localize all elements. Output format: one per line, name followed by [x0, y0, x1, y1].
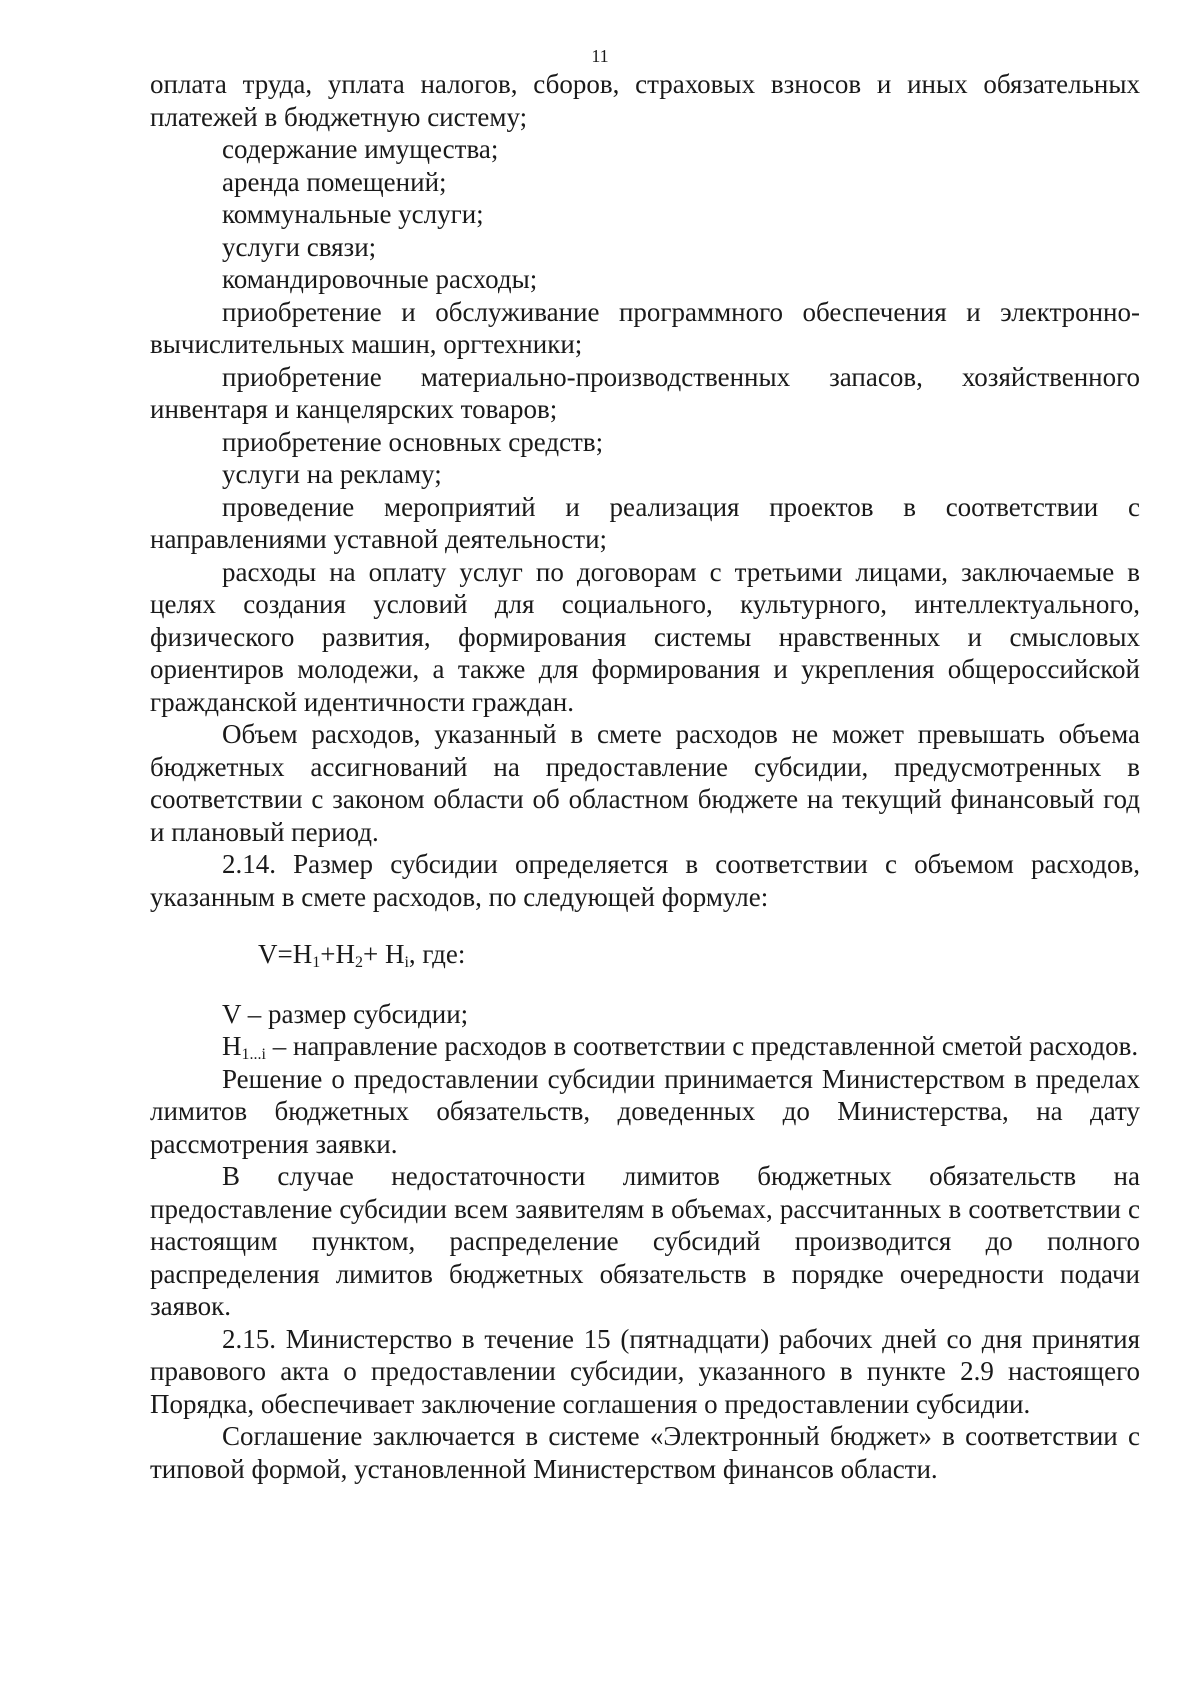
subsidy-formula: $V=H_1+H_2+ H_i$, где:: [258, 939, 466, 971]
definition-h: $H_{1...i}$ – направление расходов в соответствии с представленной сметой расходов.: [222, 1031, 1139, 1063]
list-item-third-party-services: расходы на оплату услуг по договорам с третьими лицами, заключаемые в целях создания условий для социального, культурного, интеллектуального, физического развития, формирования системы нравственных и смысловых ориентиров молодежи, а также для формирования и укрепления общероссийской гражданской идентичности граждан.: [150, 556, 1140, 717]
paragraph-2-15: 2.15. Министерство в течение 15 (пятнадцати) рабочих дней со дня принятия правового акта о предоставлении субсидии, указанного в пункте 2.9 настоящего Порядка, обеспечивает заключение соглашения о предоставлении субсидии.: [150, 1323, 1140, 1419]
document-body: [150, 68, 1140, 1485]
paragraph-decision: Решение о предоставлении субсидии принимается Министерством в пределах лимитов бюджетных обязательств, доведенных до Министерства, на дату рассмотрения заявки.: [150, 1063, 1140, 1159]
paragraph-expense-limit: Объем расходов, указанный в смете расходов не может превышать объема бюджетных ассигнований на предоставление субсидии, предусмотренных в соответствии с законом области об областном бюджете на текущий финансовый год и плановый период.: [150, 719, 1140, 847]
list-item-advertising: услуги на рекламу;: [222, 459, 442, 489]
paragraph-agreement-system: Соглашение заключается в системе «Электронный бюджет» в соответствии с типовой формой, установленной Министерством финансов области.: [150, 1421, 1140, 1484]
paragraph-insufficient-limits: В случае недостаточности лимитов бюджетных обязательств на предоставление субсидии всем заявителям в объемах, рассчитанных в соответствии с настоящим пунктом, распределение субсидий производится до полного распределения лимитов бюджетных обязательств в порядке очередности подачи заявок.: [150, 1161, 1140, 1321]
list-item-fixed-assets: приобретение основных средств;: [222, 426, 604, 457]
list-item-utilities: коммунальные услуги;: [222, 199, 484, 229]
paragraph-2-14: 2.14. Размер субсидии определяется в соответствии с объемом расходов, указанным в смете расходов, по следующей формуле:: [150, 849, 1140, 912]
list-item-travel-expenses: командировочные расходы;: [222, 264, 538, 294]
list-item-property-maintenance: содержание имущества;: [222, 134, 499, 164]
page-number: 11: [591, 46, 609, 66]
list-item-communication: услуги связи;: [222, 231, 377, 262]
list-item-materials-inventory: приобретение материально-производственных запасов, хозяйственного инвентаря и канцелярских товаров;: [150, 361, 1140, 424]
definition-v: V – размер субсидии;: [222, 998, 469, 1029]
paragraph-payroll-taxes: оплата труда, уплата налогов, сборов, страховых взносов и иных обязательных платежей в бюджетную систему;: [150, 69, 1140, 132]
list-item-premises-rent: аренда помещений;: [222, 166, 447, 197]
list-item-events-projects: проведение мероприятий и реализация проектов в соответствии с направлениями уставной деятельности;: [150, 491, 1140, 554]
list-item-software-computers: приобретение и обслуживание программного обеспечения и электронно-вычислительных машин, оргтехники;: [150, 296, 1140, 359]
